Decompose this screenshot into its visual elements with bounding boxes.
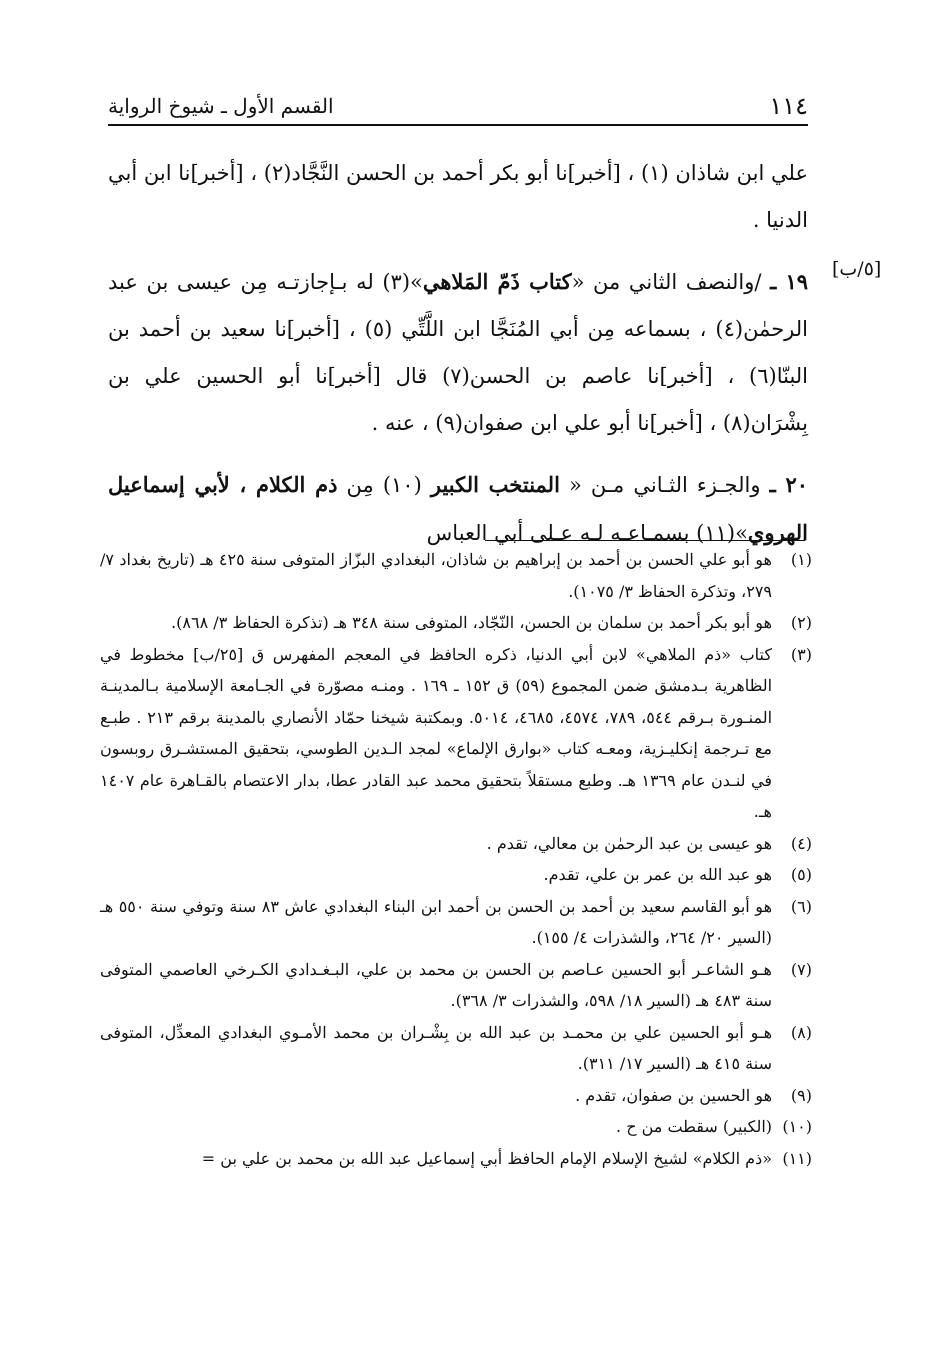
footnote-item bbox=[100, 859, 812, 891]
footnote-number: (٩) bbox=[790, 1085, 812, 1105]
footnote-number: (٥) bbox=[790, 865, 812, 884]
footnote-number: (٧) bbox=[790, 959, 812, 979]
entry-19 bbox=[108, 258, 808, 447]
footnote-text: هـو أبو الحسين علي بن محمـد بن عبد الله بن بِشْـران بن محمد الأمـوي البغدادي المعدِّل، المتوفى سنة ٤١٥ هـ (السير ١٧/ ٣١١). bbox=[100, 1022, 772, 1073]
footnote-item bbox=[100, 828, 812, 860]
running-title: القسم الأول ـ شيوخ الرواية bbox=[108, 94, 334, 118]
entry-20-number: ٢٠ ـ bbox=[769, 472, 808, 497]
footnote-text: (الكبير) سقطت من ح . bbox=[616, 1117, 772, 1136]
footnote-text: هو أبو علي الحسن بن أحمد بن إبراهيم بن شاذان، البغدادي البزّاز المتوفى سنة ٤٢٥ هـ (تاريخ بغداد ٧/ ٢٧٩، وتذكرة الحفاظ ٣/ ١٠٧٥). bbox=[100, 550, 772, 601]
footnote-item bbox=[100, 639, 812, 828]
entry-20-source-title: ذم الكلام ، لأبي إسماعيل الهروي bbox=[108, 472, 808, 545]
footnote-item bbox=[100, 1111, 812, 1143]
entry-19-text-1: /والنصف الثاني من « bbox=[571, 270, 771, 294]
footnote-item bbox=[100, 544, 812, 607]
footnote-number: (١١) bbox=[782, 1148, 812, 1168]
footnote-text: هو الحسين بن صفوان، تقدم . bbox=[575, 1085, 772, 1105]
footnote-text: هو عيسى بن عبد الرحمٰن بن معالي، تقدم . bbox=[486, 833, 772, 853]
margin-folio-reference: [٥/ب] bbox=[832, 258, 882, 280]
footnote-number: (١٠) bbox=[782, 1117, 812, 1136]
footnote-text: هـو الشاعـر أبو الحسين عـاصم بن الحسن بن محمد بن علي، البـغـدادي الكـرخي العاصمي المتوفى سنة ٤٨٣ هـ (السير ١٨/ ٥٩٨، والشذرات ٣/ ٣٦٨). bbox=[100, 959, 772, 1010]
footnote-text: هو عبد الله بن عمر بن علي، تقدم. bbox=[543, 865, 772, 884]
footnote-number: (٢) bbox=[790, 613, 812, 632]
footnotes bbox=[100, 544, 812, 1174]
footnote-item bbox=[100, 1143, 812, 1175]
footnote-number: (٨) bbox=[790, 1022, 812, 1042]
footnote-item bbox=[100, 891, 812, 954]
intro-paragraph: علي ابن شاذان (١) ، [أخبر]نا أبو بكر أحمد بن الحسن النَّجَّاد(٢) ، [أخبر]نا ابن أبي الدنيا . bbox=[108, 161, 808, 232]
footnote-number: (١) bbox=[790, 550, 812, 569]
entry-19-text-2: »(٣) له بـإجازتـه مِن عيسى بن عبد الرحمٰن(٤) ، بسماعه مِن أبي المُنَجَّا ابن اللَّتِّي (٥) ، [أخبر]نا سعيد بن أحمد بن البنّا(٦) ، [أخبر]نا عاصم بن الحسن(٧) قال [أخبر]نا أبو الحسين علي بن بِشْرَان(٨) ، [أخبر]نا أبو علي ابن صفوان(٩) ، عنه . bbox=[108, 270, 809, 435]
footnote-text: كتاب «ذم الملاهي» لابن أبي الدنيا، ذكره الحافظ في المعجم المفهرس ق [٢٥/ب] مخطوط في الظاهرية بـدمشق ضمن المجموع (٥٩) ق ١٥٢ ـ ١٦٩ . ومنـه مصوّرة في الجـامعة الإسلامية بـالمدينـة المنـورة بـرقم ٥٤٤، ٧٨٩، ٤٥٧٤، ٤٦٨٥، ٥٠١٤. وبمكتبة شيخنا حمّاد الأنصاري بالمدينة برقم ٢١٣ . طبـع مع تـرجمة إنكليـزية، ومعـه كتاب «بوارق الإلماع» لمجد الـدين الطوسي، بتحقيق المستشـرق روبسون في لنـدن عام ١٣٦٩ هـ. وطبع مستقلاً بتحقيق محمد عبد القادر عطا، بدار الاعتصام بالقـاهرة عام ١٤٠٧ هـ. bbox=[100, 644, 773, 821]
entry-20-book-title: المنتخب الكبير bbox=[430, 472, 560, 497]
footnote-item bbox=[100, 1080, 812, 1112]
footnote-item bbox=[100, 1017, 812, 1080]
footnote-number: (٤) bbox=[790, 833, 812, 853]
footnote-item bbox=[100, 954, 812, 1017]
entry-19-number: ١٩ ـ bbox=[770, 269, 808, 294]
entry-20 bbox=[108, 461, 808, 557]
footnote-number: (٣) bbox=[790, 644, 812, 664]
entry-20-text-2: (١٠) مِن bbox=[337, 473, 431, 497]
footnote-text: هو أبو القاسم سعيد بن أحمد بن الحسن بن أحمد ابن البناء البغدادي عاش ٨٣ سنة وتوفي سنة ٥٥٠ هـ (السير ٢٠/ ٢٦٤، والشذرات ٤/ ١٥٥). bbox=[100, 896, 772, 947]
footnote-text: هو أبو بكر أحمد بن سلمان بن الحسن، النّجّاد، المتوفى سنة ٣٤٨ هـ (تذكرة الحفاظ ٣/ ٨٦٨). bbox=[171, 613, 772, 632]
entry-20-text-1: والجـزء الثـاني مـن « bbox=[559, 473, 770, 497]
entry-19-book-title: كتاب ذَمّ المَلاهي bbox=[422, 269, 572, 294]
footnote-number: (٦) bbox=[790, 896, 812, 916]
page-number: ١١٤ bbox=[769, 92, 808, 120]
entry-20-text-3: »(١١) بسمـاعـه لـه عـلى أبي العباس bbox=[426, 521, 748, 545]
page-header bbox=[108, 84, 808, 126]
footnote-divider bbox=[485, 540, 805, 541]
main-text bbox=[108, 150, 808, 557]
footnote-text: «ذم الكلام» لشيخ الإسلام الإمام الحافظ أبي إسماعيل عبد الله بن محمد بن علي بن = bbox=[201, 1148, 772, 1168]
footnote-item bbox=[100, 607, 812, 639]
